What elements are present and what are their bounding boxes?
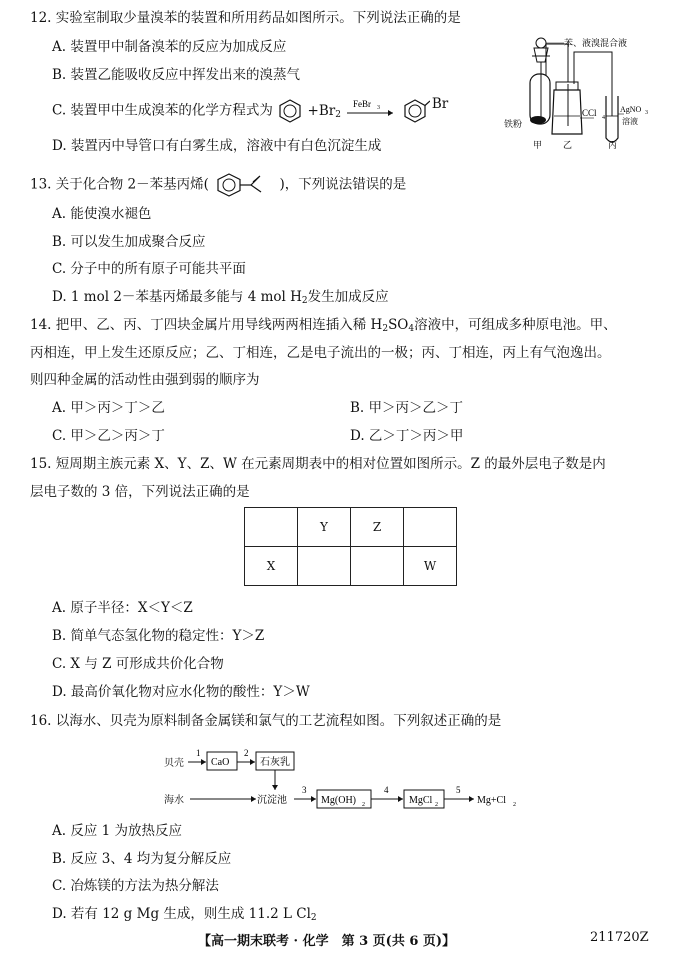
q13-option-d-a: D. 1 mol 2－苯基丙烯最多能与 4 mol H [52,289,302,305]
q14-option-c: C. 甲＞乙＞丙＞丁 [52,428,165,444]
phenylpropene-structure-icon [213,172,275,198]
catalyst-label: FeBr [353,99,372,109]
q15-line2: 层电子数的 3 倍，下列说法正确的是 [30,484,250,500]
ccl4-label: CCl [582,108,597,118]
label-bing: 丙 [608,141,618,151]
flow-cao-box: CaO [211,757,230,768]
q12-stem: 12. 实验室制取少量溴苯的装置和所用药品如图所示。下列说法正确的是 [30,10,461,26]
table-cell [245,508,298,547]
agno3-label: AgNO [620,105,642,114]
svg-text:4: 4 [602,115,605,121]
q13-stem [30,172,406,198]
magnesium-process-flow-diagram [160,742,530,814]
q12-br-label: Br [431,95,449,112]
funnel-label: 苯、液溴混合液 [564,39,628,49]
q14-option-a: A. 甲＞丙＞丁＞乙 [52,400,165,416]
q14-option-b: B. 甲＞丙＞乙＞丁 [350,400,464,416]
q13-option-d-b: 发生加成反应 [307,289,389,305]
table-cell: X [245,547,298,586]
table-row [245,547,457,586]
footer-page-info: 【高一期末联考 · 化学 第 3 页(共 6 页)】 [198,934,456,949]
svg-text:3: 3 [377,105,381,111]
table-cell: Z [351,508,404,547]
table-cell: Y [298,508,351,547]
q13-option-d: D. 1 mol 2－苯基丙烯最多能与 4 mol $H_2$发生加成反应 [52,289,389,306]
table-cell [351,547,404,586]
benzene-ring-icon [277,98,303,124]
step-4-label: 4 [384,785,389,795]
svg-text:2: 2 [513,802,516,808]
q16-option-c: C. 冶炼镁的方法为热分解法 [52,878,219,894]
q15-option-b: B. 简单气态氢化物的稳定性：Y＞Z [52,628,265,644]
q16-stem: 16. 以海水、贝壳为原料制备金属镁和氯气的工艺流程如图。下列叙述正确的是 [30,713,502,729]
flow-lime-box: 石灰乳 [260,757,290,768]
q14-line3: 则四种金属的活动性由强到弱的顺序为 [30,372,260,388]
q15-option-c: C. X 与 Z 可形成共价化合物 [52,656,224,672]
svg-text:3: 3 [645,110,648,116]
periodic-table-fragment [244,507,457,586]
footer-code: 211720Z [590,930,649,945]
q15-option-a: A. 原子半径：X＜Y＜Z [52,600,193,616]
q12-option-c-text: C. 装置甲中生成溴苯的化学方程式为 [52,102,273,119]
solution-label: 溶液 [622,117,638,126]
flow-shell-label: 贝壳 [164,758,184,769]
q16-option-b: B. 反应 3、4 均为复分解反应 [52,851,232,867]
bromobenzene-apparatus-figure [498,34,673,152]
q14-line2: 丙相连，甲上发生还原反应；乙、丁相连，乙是电子流出的一极；丙、丁相连，丙上有气泡逸出。 [30,345,611,361]
q13-option-c: C. 分子中的所有原子可能共平面 [52,261,246,277]
flow-mgoh2-box: Mg(OH) [321,795,356,806]
q13-option-a: A. 能使溴水褪色 [52,206,152,222]
q13-option-b: B. 可以发生加成聚合反应 [52,234,206,250]
table-row [245,508,457,547]
q12-br2-text: $+Br_2$ [307,102,341,120]
svg-text:2: 2 [435,802,438,808]
q14-line1-a: 14. 把甲、乙、丙、丁四块金属片用导线两两相连插入稀 H [30,317,383,333]
q12-option-c [52,95,450,124]
q14-line1-c: 溶液中，可组成多种原电池。甲、 [414,317,617,333]
q13-stem-b: )，下列说法错误的是 [279,176,407,193]
q13-stem-a: 13. 关于化合物 2－苯基丙烯( [30,176,209,193]
flow-seawater-label: 海水 [164,795,184,806]
q12-option-a: A. 装置甲中制备溴苯的反应为加成反应 [52,39,287,55]
q14-option-d: D. 乙＞丁＞丙＞甲 [350,428,464,444]
q12-option-b: B. 装置乙能吸收反应中挥发出来的溴蒸气 [52,67,301,83]
q16-option-d: D. 若有 12 g Mg 生成，则生成 11.2 L $Cl_2$ [52,906,317,923]
svg-text:2: 2 [362,802,365,808]
step-2-label: 2 [244,748,249,758]
q16-option-d-a: D. 若有 12 g Mg 生成，则生成 11.2 L Cl [52,906,311,922]
q14-line1-b: SO [388,317,409,333]
q14-line1: 14. 把甲、乙、丙、丁四块金属片用导线两两相连插入稀 $H_2SO_4$溶液中，可组成多种原电池。甲、 [30,317,617,334]
step-1-label: 1 [196,748,201,758]
step-3-label: 3 [302,785,307,795]
table-cell [298,547,351,586]
q12-option-d: D. 装置丙中导管口有白雾生成，溶液中有白色沉淀生成 [52,138,382,154]
q15-line1: 15. 短周期主族元素 X、Y、Z、W 在元素周期表中的相对位置如图所示。Z 的最外层电子数是内 [30,456,606,472]
label-jia: 甲 [533,141,543,151]
label-yi: 乙 [563,141,573,151]
flow-pool-label: 沉淀池 [257,795,287,806]
catalyst-arrow-icon [345,98,397,124]
flow-product-label: Mg+Cl [477,795,506,806]
flow-mgcl2-box: MgCl [409,795,433,806]
step-5-label: 5 [456,785,461,795]
iron-powder-label: 铁粉 [504,120,523,130]
table-cell [404,508,457,547]
table-cell: W [404,547,457,586]
q16-option-a: A. 反应 1 为放热反应 [52,823,183,839]
bromobenzene-ring-icon [402,98,430,124]
q15-option-d: D. 最高价氧化物对应水化物的酸性：Y＞W [52,684,310,700]
